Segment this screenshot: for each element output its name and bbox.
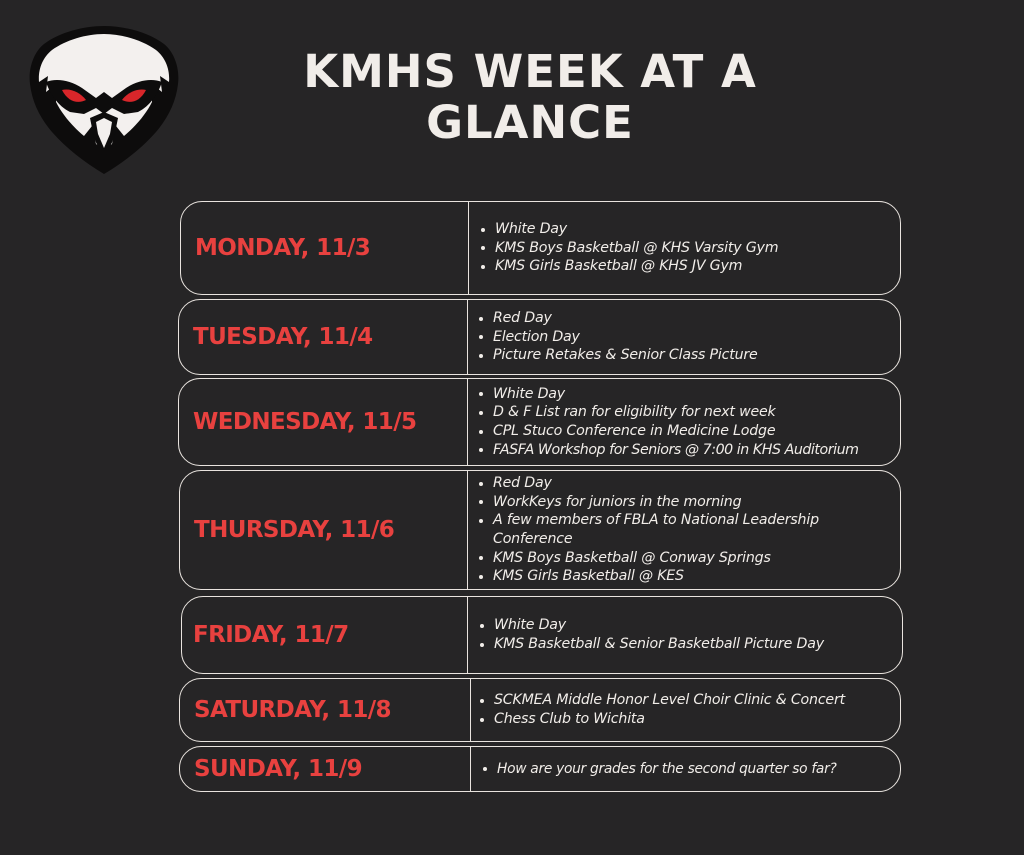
- title-line-2: GLANCE: [426, 96, 634, 149]
- event-item: Chess Club to Wichita: [470, 710, 892, 729]
- schedule-row-saturday: [179, 678, 901, 742]
- event-item: D & F List ran for eligibility for next week: [469, 403, 896, 422]
- event-item: KMS Basketball & Senior Basketball Picture Day: [470, 635, 894, 654]
- event-item: White Day: [470, 616, 894, 635]
- day-label: MONDAY, 11/3: [195, 235, 371, 261]
- row-divider: [467, 597, 468, 673]
- event-item: KMS Boys Basketball @ Conway Springs: [469, 549, 860, 568]
- event-item: FASFA Workshop for Seniors @ 7:00 in KHS Auditorium: [469, 441, 896, 460]
- event-item: How are your grades for the second quarter so far?: [473, 760, 892, 779]
- schedule-row-wednesday: [178, 378, 901, 466]
- day-label: SATURDAY, 11/8: [194, 697, 391, 723]
- row-divider: [467, 379, 468, 465]
- event-list: [470, 679, 892, 741]
- event-item: White Day: [471, 220, 892, 239]
- event-item: Red Day: [469, 474, 860, 493]
- event-item: KMS Boys Basketball @ KHS Varsity Gym: [471, 239, 892, 258]
- event-item: WorkKeys for juniors in the morning: [469, 493, 860, 512]
- event-item: Red Day: [469, 309, 892, 328]
- event-list: [469, 300, 892, 374]
- day-label: FRIDAY, 11/7: [193, 622, 349, 648]
- schedule-row-friday: [181, 596, 903, 674]
- row-divider: [467, 300, 468, 374]
- row-divider: [470, 747, 471, 791]
- event-list: [469, 379, 896, 465]
- day-label: TUESDAY, 11/4: [193, 324, 373, 350]
- event-item: A few members of FBLA to National Leadership Conference: [469, 511, 860, 548]
- hawk-mascot-logo-icon: [26, 22, 182, 177]
- event-item: White Day: [469, 385, 896, 404]
- row-divider: [468, 202, 469, 294]
- row-divider: [467, 471, 468, 589]
- event-item: KMS Girls Basketball @ KHS JV Gym: [471, 257, 892, 276]
- day-label: WEDNESDAY, 11/5: [193, 409, 417, 435]
- event-item: Picture Retakes & Senior Class Picture: [469, 346, 892, 365]
- day-label: THURSDAY, 11/6: [194, 517, 395, 543]
- schedule-row-sunday: [179, 746, 901, 792]
- schedule-row-monday: [180, 201, 901, 295]
- event-item: KMS Girls Basketball @ KES: [469, 567, 860, 586]
- title-line-1: KMHS WEEK AT A: [303, 45, 757, 98]
- schedule-row-tuesday: [178, 299, 901, 375]
- event-item: CPL Stuco Conference in Medicine Lodge: [469, 422, 896, 441]
- event-list: [470, 597, 894, 673]
- event-list: [471, 202, 892, 294]
- event-list: [469, 471, 860, 589]
- page-title: [180, 46, 880, 148]
- event-item: Election Day: [469, 328, 892, 347]
- day-label: SUNDAY, 11/9: [194, 756, 362, 782]
- event-list: [473, 747, 892, 791]
- schedule-row-thursday: [179, 470, 901, 590]
- event-item: SCKMEA Middle Honor Level Choir Clinic & Concert: [470, 691, 892, 710]
